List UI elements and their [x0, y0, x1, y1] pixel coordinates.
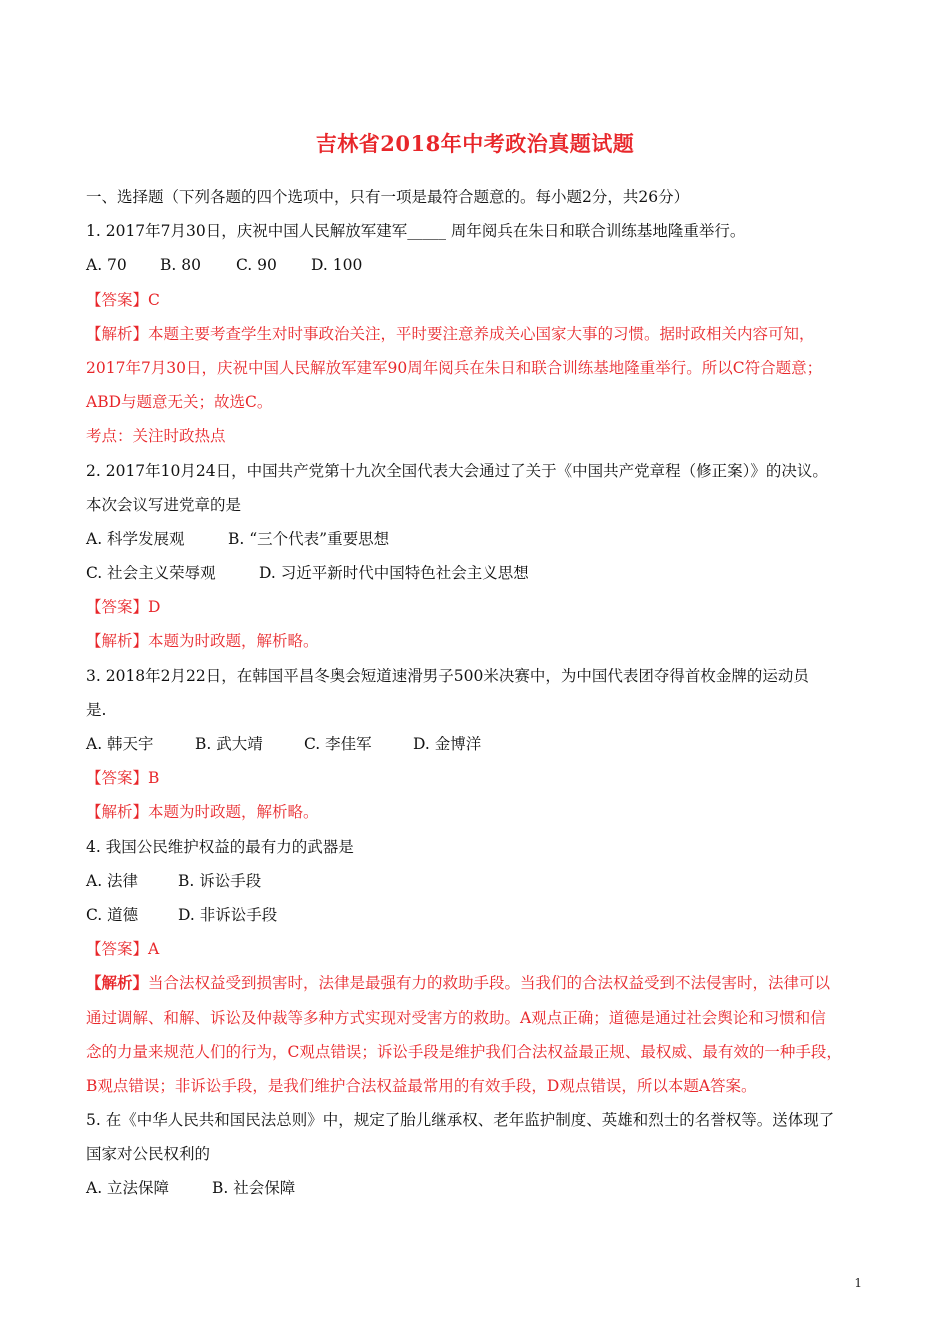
question-5-stem: 5. 在《中华人民共和国民法总则》中，规定了胎儿继承权、老年监护制度、英雄和烈士的名誉权等。送体现了 [86, 1111, 835, 1130]
question-4-options-row [86, 898, 886, 932]
option-d: D. 习近平新时代中国特色社会主义思想 [259, 564, 529, 583]
question-2-options-row [86, 522, 886, 556]
option-b: B. 诉讼手段 [178, 871, 262, 890]
option-c: C. 道德 [86, 905, 139, 924]
analysis-text: 当合法权益受到损害时，法律是最强有力的救助手段。当我们的合法权益受到不法侵害时，法律可以 [148, 974, 831, 993]
document-body [86, 180, 886, 1206]
option-d: D. 非诉讼手段 [178, 905, 278, 924]
question-4-analysis-line [86, 966, 886, 1000]
question-2-analysis: 【解析】本题为时政题，解析略。 [86, 632, 319, 651]
question-1-answer: 【答案】C [86, 290, 160, 309]
question-2-stem: 本次会议写进党章的是 [86, 495, 242, 514]
option-d: D. 金博洋 [413, 735, 482, 753]
question-2-stem: 2. 2017年10月24日，中国共产党第十九次全国代表大会通过了关于《中国共产党章程（修正案）》的决议。 [86, 461, 828, 480]
question-4-analysis-line: 念的力量来规范人们的行为，C观点错误；诉讼手段是维护我们合法权益最正规、最权威、最有效的一种手段， [86, 1042, 842, 1061]
option-b: B. “三个代表”重要思想 [228, 529, 390, 548]
question-5-stem: 国家对公民权利的 [86, 1145, 211, 1164]
option-a: A. 科学发展观 [86, 529, 185, 548]
question-1-stem: 1. 2017年7月30日，庆祝中国人民解放军建军_____ 周年阅兵在朱日和联合训练基地隆重举行。 [86, 222, 746, 241]
question-1-kaodian: 考点：关注时政热点 [86, 427, 226, 446]
question-4-answer: 【答案】A [86, 940, 160, 959]
question-1-options [86, 248, 886, 282]
option-c: C. 社会主义荣辱观 [86, 564, 216, 583]
question-3-stem: 是. [86, 700, 107, 719]
question-1-analysis-line: 2017年7月30日，庆祝中国人民解放军建军90周年阅兵在朱日和联合训练基地隆重举行。所以C符合题意； [86, 358, 823, 377]
question-2-answer: 【答案】D [86, 598, 161, 617]
option-a: A. 韩天宇 [86, 735, 154, 753]
question-4-analysis-line: 通过调解、和解、诉讼及仲裁等多种方式实现对受害方的救助。A观点正确；道德是通过社会舆论和习惯和信 [86, 1008, 826, 1027]
question-3-answer: 【答案】B [86, 769, 160, 788]
option-b: B. 80 [160, 256, 201, 275]
option-b: B. 社会保障 [212, 1179, 296, 1198]
page-number: 1 [854, 1276, 862, 1290]
option-d: D. 100 [311, 256, 363, 275]
question-4-stem: 4. 我国公民维护权益的最有力的武器是 [86, 837, 354, 856]
option-a: A. 立法保障 [86, 1179, 170, 1198]
option-b: B. 武大靖 [195, 735, 263, 753]
option-a: A. 70 [86, 256, 127, 275]
question-3-analysis: 【解析】本题为时政题，解析略。 [86, 803, 319, 822]
option-c: C. 李佳军 [304, 735, 372, 753]
section-heading: 一、选择题（下列各题的四个选项中，只有一项是最符合题意的。每小题2分，共26分） [86, 188, 690, 206]
question-4-analysis-line: B观点错误；非诉讼手段，是我们维护合法权益最常用的有效手段，D观点错误，所以本题A答案。 [86, 1076, 757, 1095]
question-4-options-row [86, 864, 886, 898]
question-3-options [86, 727, 886, 761]
analysis-label: 【解析】 [86, 973, 149, 993]
option-a: A. 法律 [86, 871, 139, 890]
question-1-analysis-line: ABD与题意无关；故选C。 [86, 393, 273, 412]
question-1-analysis-line: 【解析】本题主要考查学生对时事政治关注，平时要注意养成关心国家大事的习惯。据时政相关内容可知， [86, 324, 815, 343]
question-3-stem: 3. 2018年2月22日，在韩国平昌冬奥会短道速滑男子500米决赛中，为中国代表团夺得首枚金牌的运动员 [86, 666, 809, 685]
question-5-options-row [86, 1171, 886, 1205]
question-2-options-row [86, 556, 886, 590]
document-title: 吉林省2018年中考政治真题试题 [315, 131, 635, 156]
option-c: C. 90 [236, 256, 277, 275]
